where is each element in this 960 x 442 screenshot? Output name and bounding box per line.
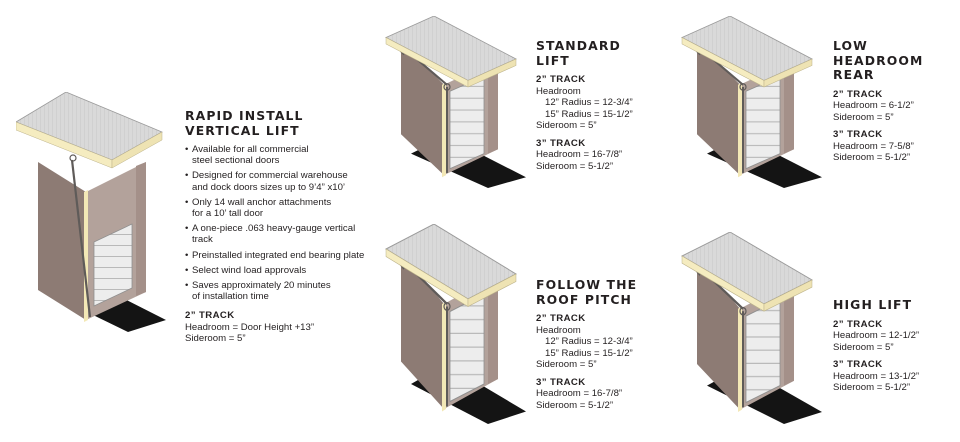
rapid-install-title: RAPID INSTALL VERTICAL LIFT: [185, 108, 304, 138]
track-label: 3” TRACK: [833, 359, 883, 370]
track-label: 3” TRACK: [536, 376, 586, 388]
standard-lift-illustration: [376, 16, 526, 188]
track-spec-3in: [833, 359, 955, 394]
track-label: 3” TRACK: [833, 129, 883, 140]
headroom-label: Headroom: [536, 324, 581, 336]
track-spec-3in: [536, 138, 656, 173]
track-label: 2” TRACK: [833, 88, 883, 100]
radius-12-spec: 12” Radius = 12-3/4”: [545, 336, 633, 347]
track-spec: [185, 310, 375, 345]
headroom-spec: Headroom = 6-1/2”: [833, 100, 914, 111]
track-label: 3” TRACK: [536, 137, 586, 149]
radius-12-spec: 12” Radius = 12-3/4”: [545, 97, 633, 108]
sideroom-spec: Sideroom = 5”: [536, 359, 597, 370]
sideroom-spec: Sideroom = 5”: [536, 120, 597, 131]
follow-roof-pitch-title: FOLLOW THE ROOF PITCH: [536, 277, 638, 307]
feature-item: • Saves approximately 20 minutes of installation time: [185, 280, 375, 302]
low-headroom-section: [833, 39, 955, 164]
sideroom-spec: Sideroom = 5”: [833, 111, 894, 123]
rapid-install-section: [185, 109, 375, 345]
headroom-spec: Headroom = 13-1/2”: [833, 370, 920, 382]
radius-15-spec: 15” Radius = 15-1/2”: [545, 347, 633, 359]
follow-roof-pitch-section: [536, 278, 656, 411]
feature-item: • Designed for commercial warehouse and dock doors sizes up to 9’4” x10’: [185, 170, 375, 192]
sideroom-spec: Sideroom = 5-1/2”: [833, 152, 911, 163]
track-spec-2in: [536, 74, 656, 132]
feature-item: • Available for all commercial steel sectional doors: [185, 144, 375, 166]
high-lift-section: [833, 298, 955, 394]
track-label: 2” TRACK: [536, 74, 586, 85]
feature-item: • Preinstalled integrated end bearing plate: [185, 250, 375, 261]
track-spec-2in: [833, 319, 955, 354]
low-headroom-rear-illustration: [672, 16, 822, 188]
sideroom-spec: Sideroom = 5-1/2”: [536, 399, 614, 411]
standard-lift-section: [536, 39, 656, 172]
track-spec-2in: [833, 89, 955, 124]
high-lift-illustration: [672, 232, 822, 424]
headroom-spec: Headroom = 16-7/8”: [536, 388, 623, 399]
headroom-spec: Headroom = 12-1/2”: [833, 330, 920, 341]
follow-roof-pitch-illustration: [376, 224, 526, 424]
track-label: 2” TRACK: [833, 318, 883, 330]
radius-15-spec: 15” Radius = 15-1/2”: [545, 108, 633, 120]
headroom-spec: Headroom = 16-7/8”: [536, 149, 623, 160]
sideroom-spec: Sideroom = 5”: [185, 333, 246, 345]
track-label: 2” TRACK: [536, 313, 586, 324]
vertical-lift-illustration: [16, 92, 166, 332]
low-headroom-title: LOW HEADROOM REAR: [833, 38, 924, 82]
track-spec-3in: [536, 377, 656, 412]
standard-lift-title: STANDARD LIFT: [536, 38, 621, 68]
feature-item: • A one-piece .063 heavy-gauge vertical track: [185, 223, 375, 245]
sideroom-spec: Sideroom = 5-1/2”: [833, 382, 911, 393]
sideroom-spec: Sideroom = 5”: [833, 341, 894, 353]
headroom-spec: Headroom = 7-5/8”: [833, 140, 914, 152]
track-label: 2” TRACK: [185, 310, 235, 322]
track-spec-3in: [833, 129, 955, 164]
headroom-spec: Headroom = Door Height +13”: [185, 321, 315, 333]
feature-item: • Select wind load approvals: [185, 265, 375, 276]
sideroom-spec: Sideroom = 5-1/2”: [536, 160, 614, 172]
headroom-label: Headroom: [536, 85, 581, 97]
feature-list: [185, 144, 375, 302]
track-spec-2in: [536, 313, 656, 371]
high-lift-title: HIGH LIFT: [833, 297, 913, 312]
feature-item: • Only 14 wall anchor attachments for a 10’ tall door: [185, 197, 375, 219]
